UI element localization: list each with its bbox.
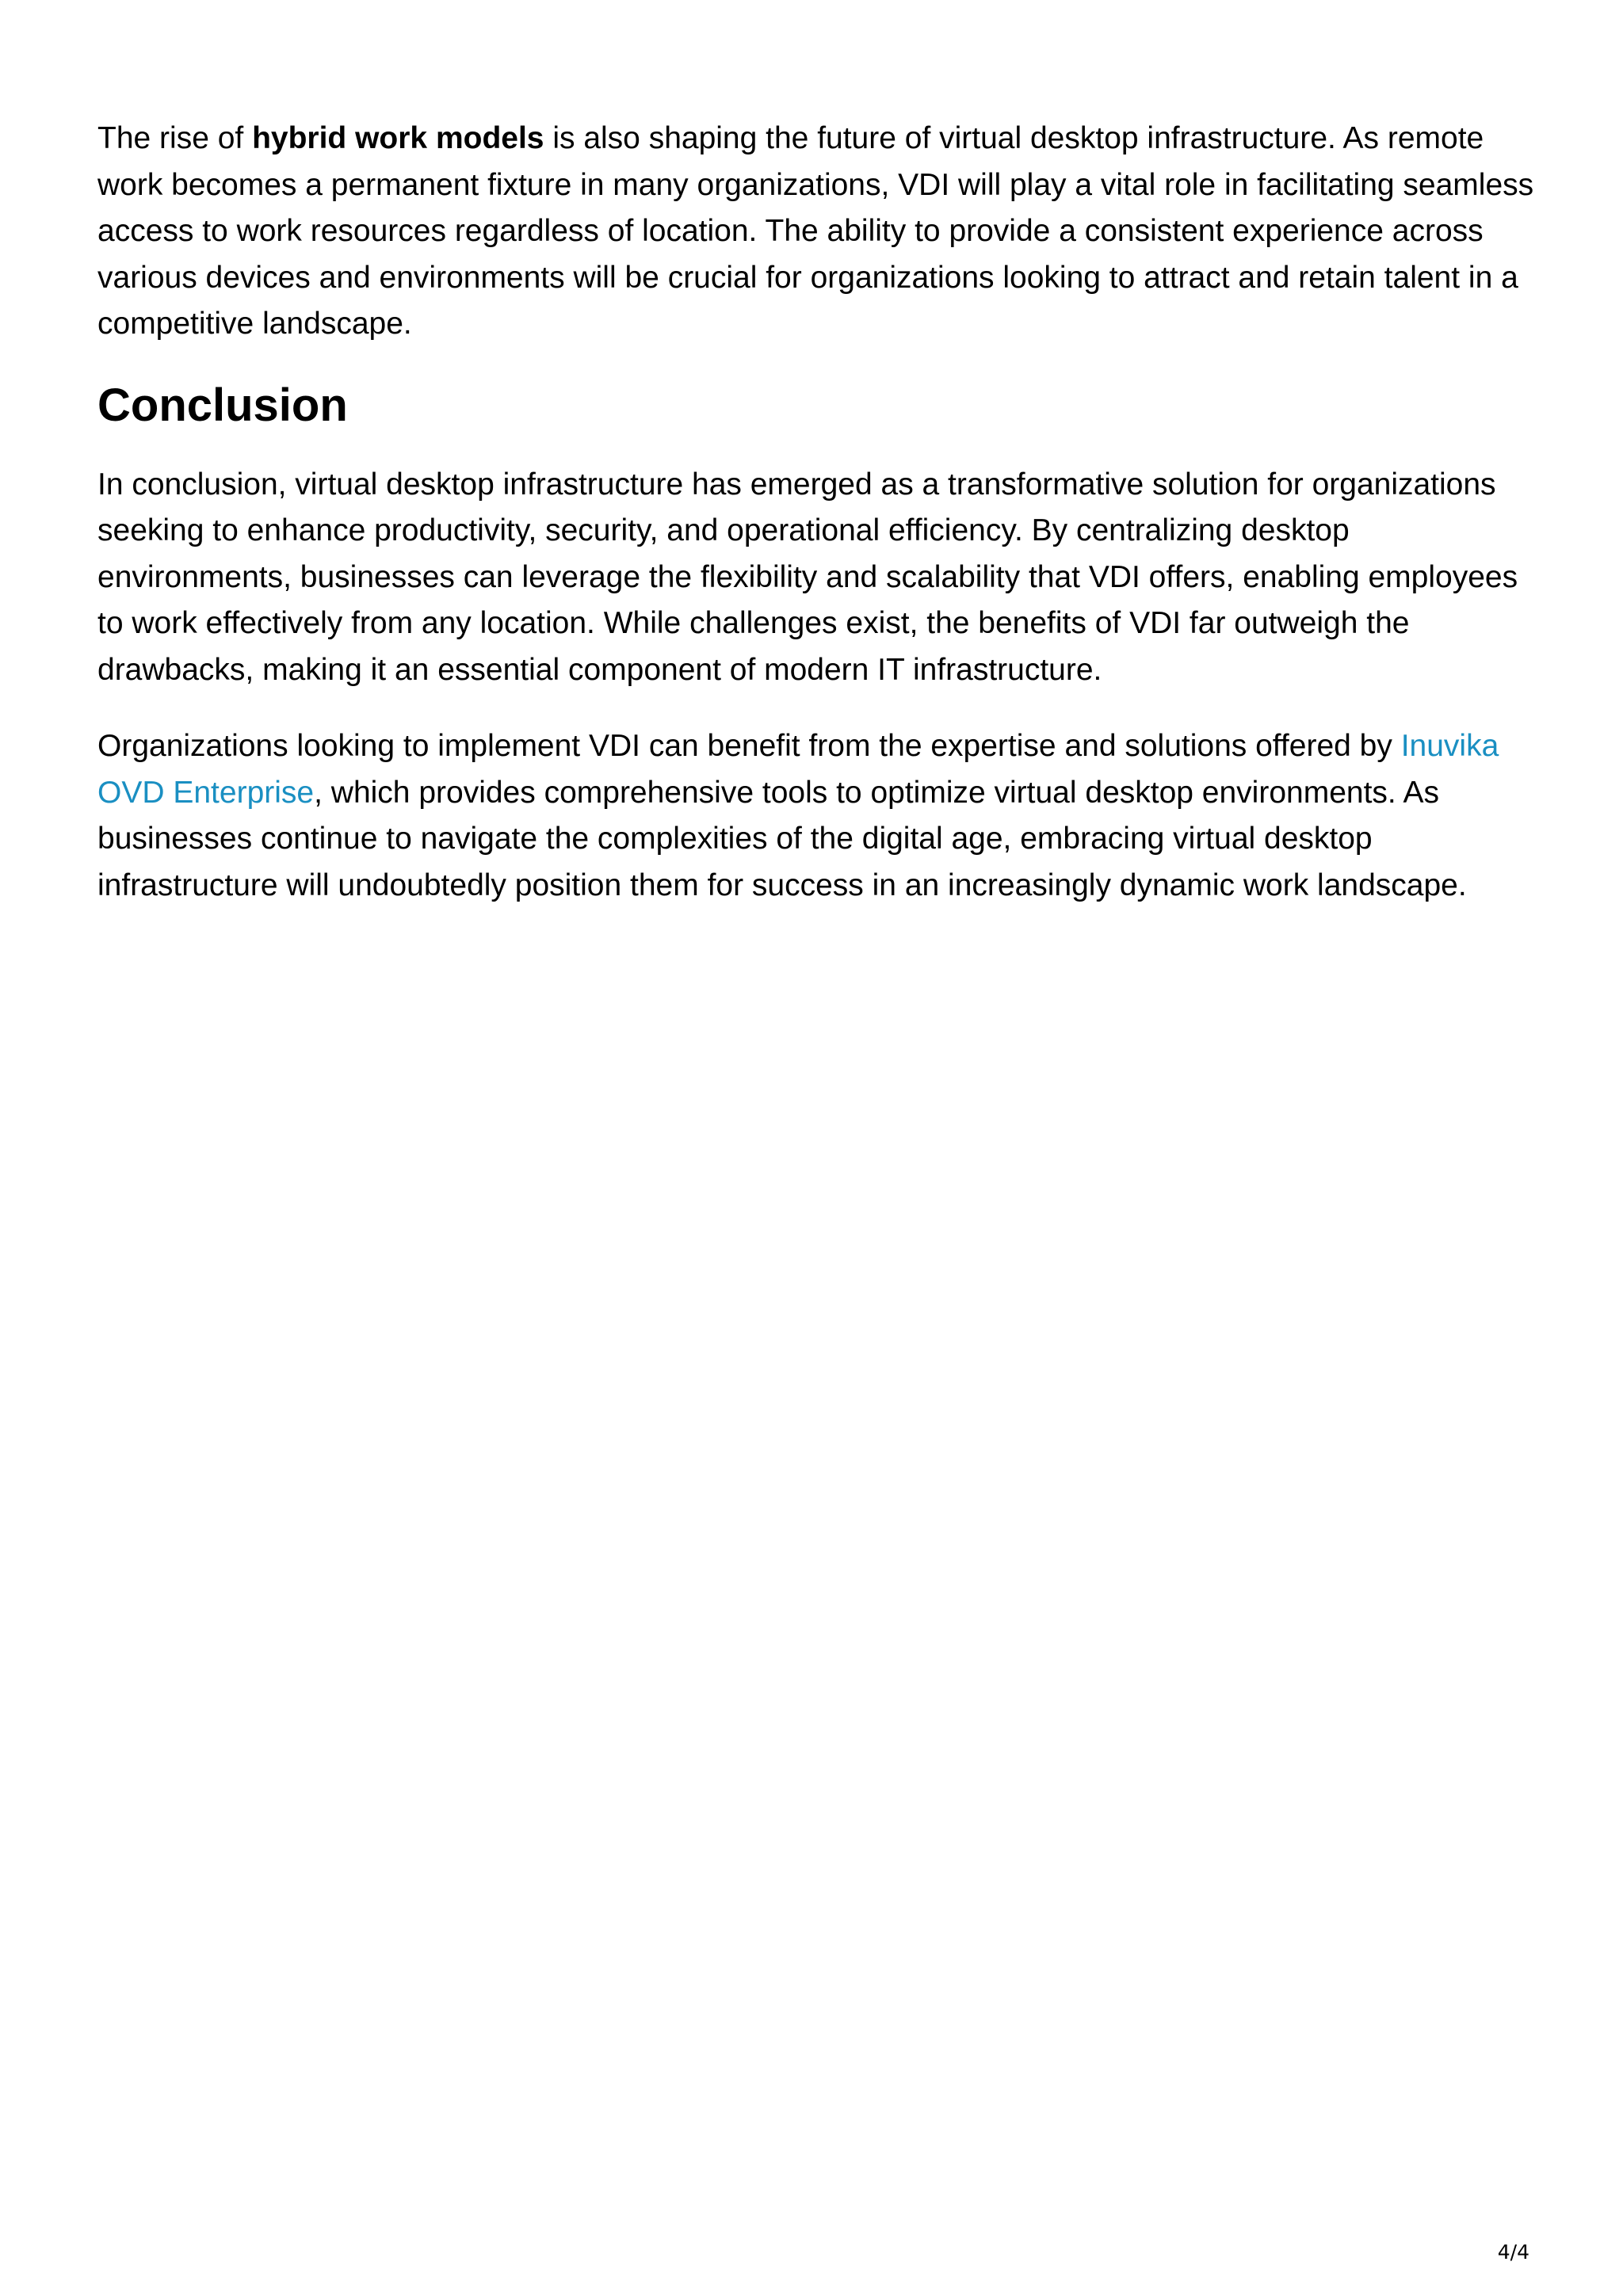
hybrid-work-bold-term: hybrid work models <box>252 121 544 155</box>
inuvika-ovd-enterprise-link[interactable]: Inuvika OVD Enterprise <box>97 729 1499 810</box>
conclusion-heading: Conclusion <box>97 379 348 431</box>
conclusion-paragraph-1: In conclusion, virtual desktop infrastructure has emerged as a transformative solution for organizations seeking to enhance productivity, security, and operational efficiency. By centralizing desktop environments, businesses can leverage the flexibility and scalability that VDI offers, enabling employees to work effectively from any location. While challenges exist, the benefits of VDI far outweigh the drawbacks, making it an essential component of modern IT infrastructure. <box>97 467 1518 687</box>
hybrid-work-suffix: is also shaping the future of virtual desktop infrastructure. As remote work becomes a permanent fixture in many organizations, VDI will play a vital role in facilitating seamless access to work resources regardless of location. The ability to provide a consistent experience across various devices and environments will be crucial for organizations looking to attract and retain talent in a competitive landscape. <box>97 121 1534 341</box>
hybrid-work-paragraph <box>97 116 1548 348</box>
hybrid-work-prefix: The rise of <box>97 121 253 155</box>
conclusion-paragraph-2 <box>97 723 1548 909</box>
conclusion-paragraph-2-prefix: Organizations looking to implement VDI can benefit from the expertise and solutions offered by <box>97 729 1401 763</box>
page-number: 4/4 <box>1497 2241 1529 2264</box>
conclusion-paragraph-2-suffix: , which provides comprehensive tools to optimize virtual desktop environments. As businesses continue to navigate the complexities of the digital age, embracing virtual desktop infrastructure will undoubtedly position them for success in an increasingly dynamic work landscape. <box>97 775 1467 902</box>
page-content <box>97 116 1548 909</box>
